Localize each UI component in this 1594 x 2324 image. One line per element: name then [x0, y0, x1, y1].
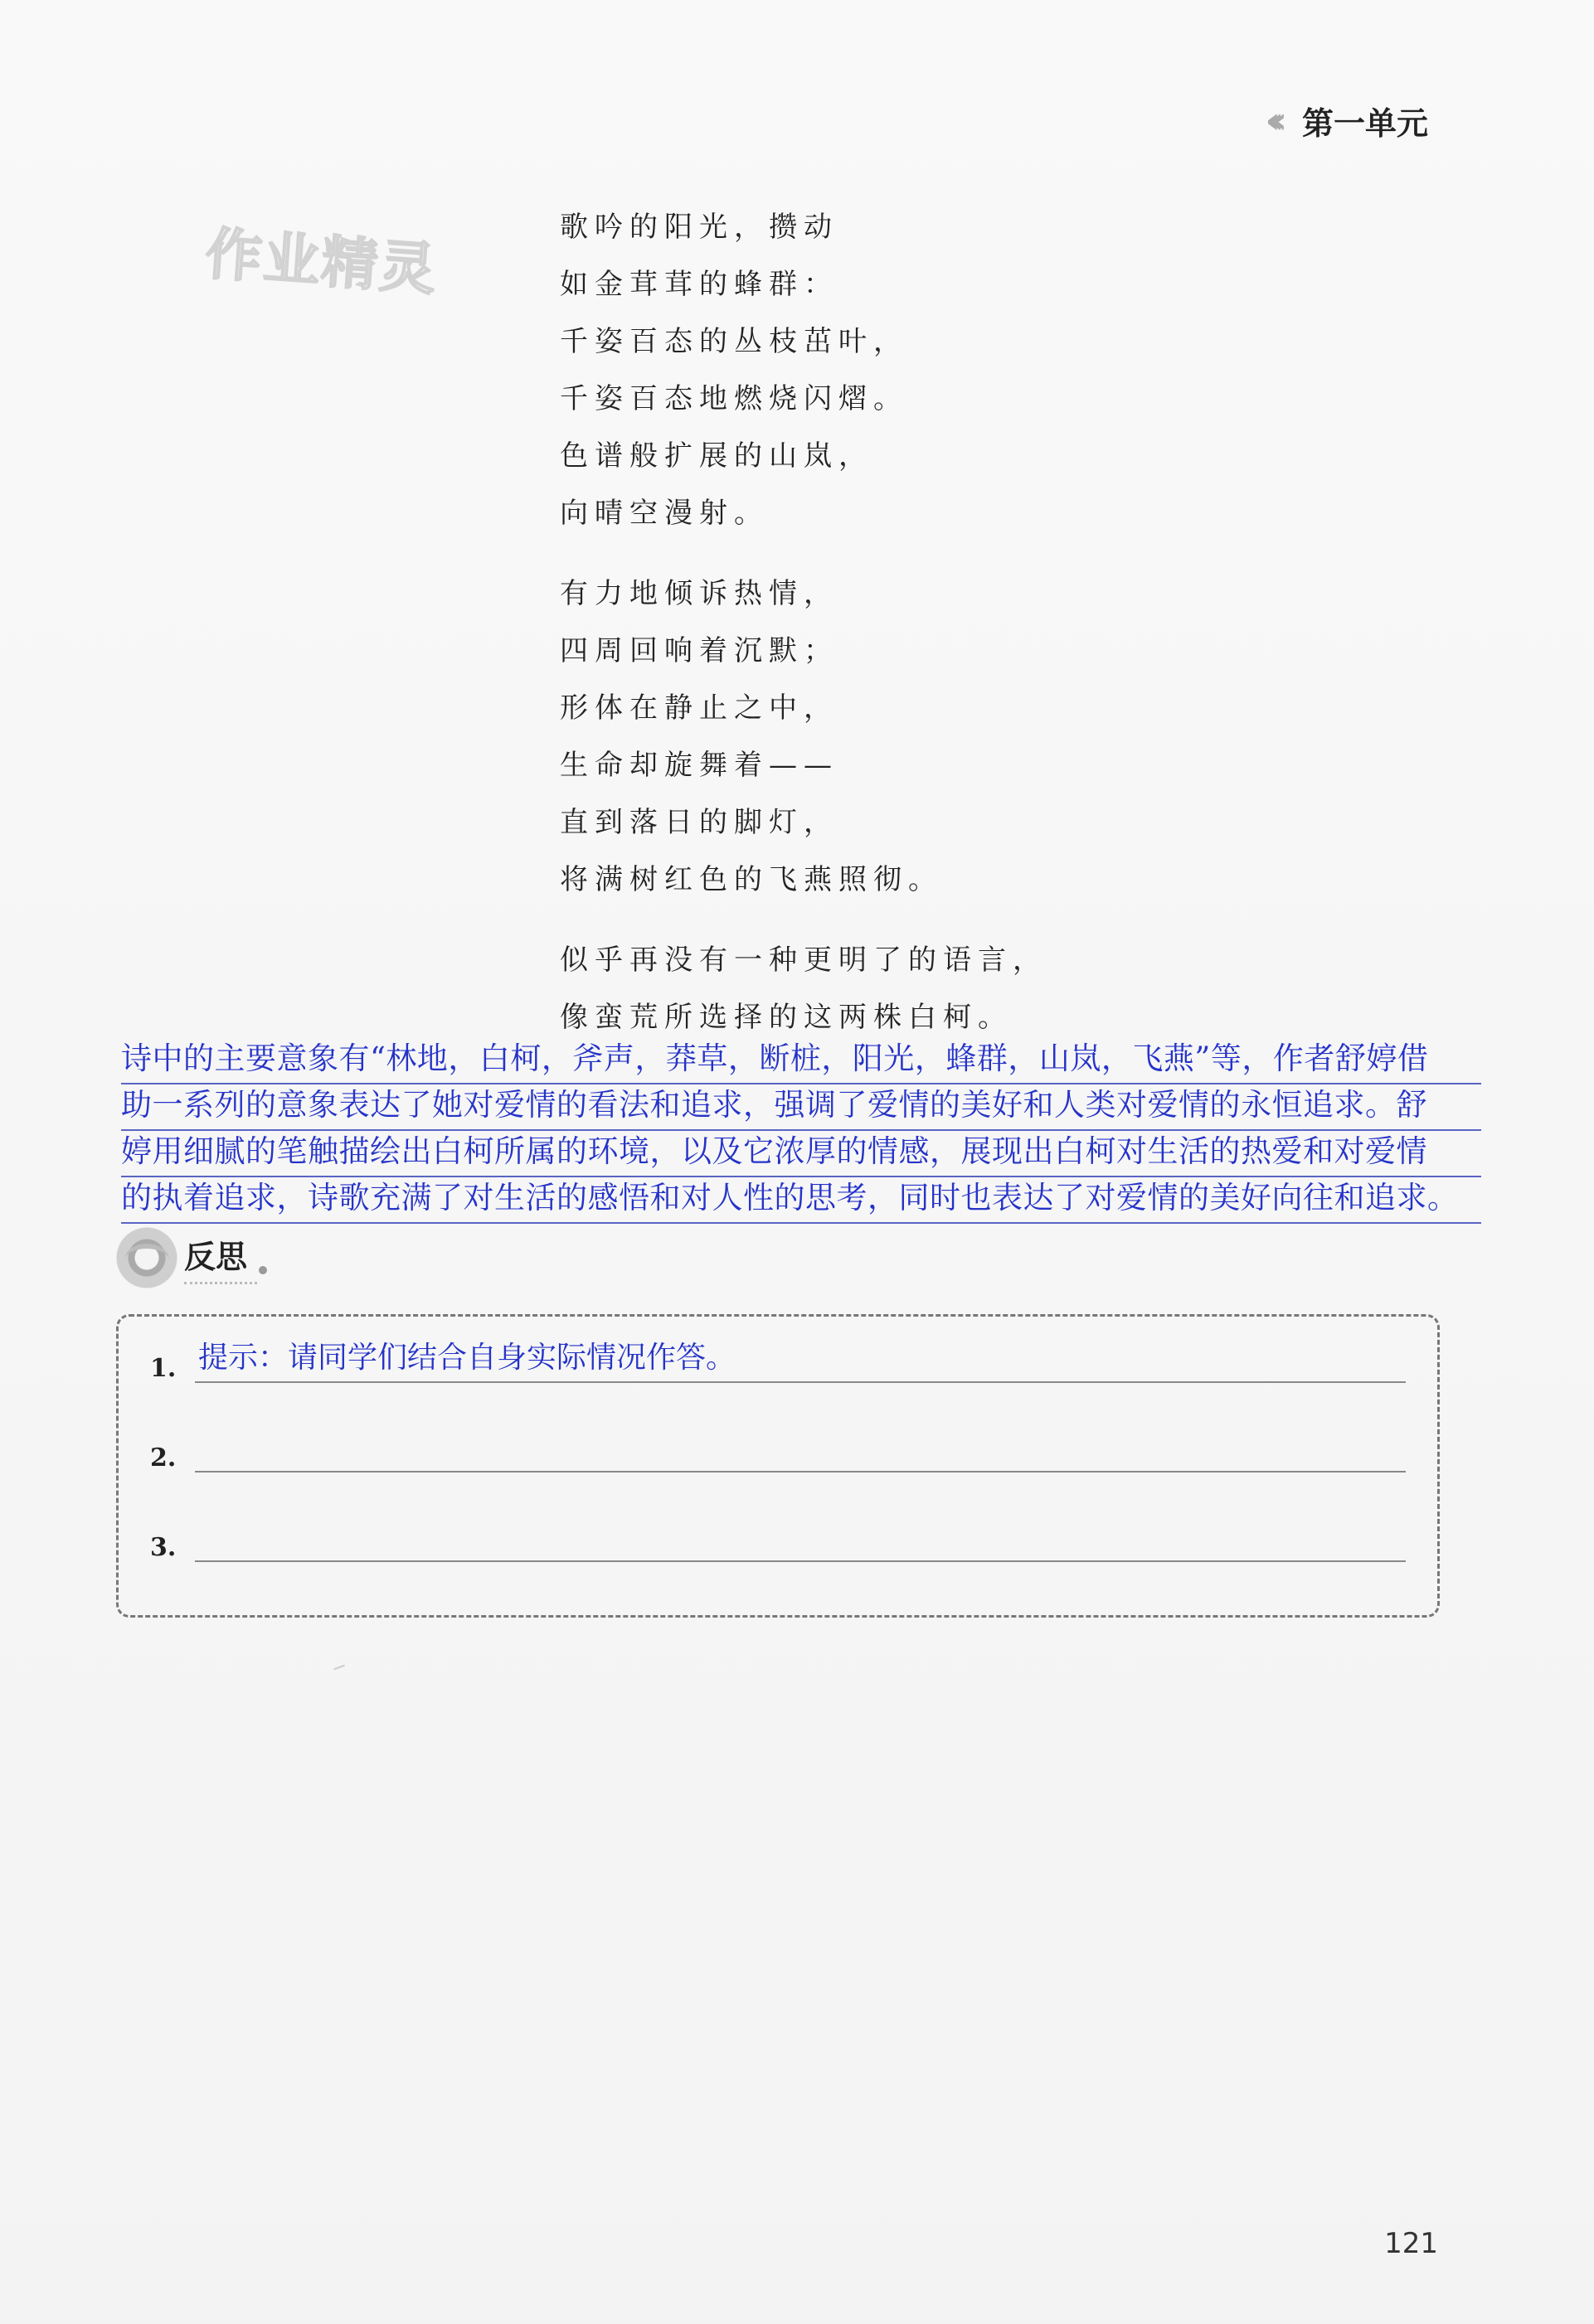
page-number: 121 — [1384, 2227, 1438, 2260]
poem-stanza — [560, 932, 1047, 1046]
item-number: 2. — [150, 1443, 177, 1473]
reflection-item — [150, 1431, 1406, 1473]
answer-field[interactable] — [195, 1342, 1406, 1383]
analysis-answer — [121, 1038, 1481, 1224]
poem-line: 有力地倾诉热情， — [560, 577, 838, 610]
answer-text: 提示：请同学们结合自身实际情况作答。 — [198, 1341, 736, 1375]
reflection-box — [116, 1314, 1440, 1618]
stray-mark — [333, 1665, 345, 1671]
item-number: 3. — [150, 1533, 177, 1562]
poem-line: 四周回响着沉默； — [560, 634, 838, 667]
poem-line: 色谱般扩展的山岚， — [560, 439, 873, 473]
reflection-heading — [116, 1227, 267, 1288]
watermark: 作业精灵 — [203, 221, 440, 303]
dot-icon — [259, 1266, 267, 1274]
answer-field[interactable] — [195, 1521, 1406, 1562]
reflection-item — [150, 1521, 1406, 1562]
answer-line: 的执着追求，诗歌充满了对生活的感悟和对人性的思考，同时也表达了对爱情的美好向往和追求。 — [121, 1177, 1481, 1224]
poem-line: 向晴空漫射。 — [560, 497, 769, 530]
poem-line: 直到落日的脚灯， — [560, 806, 838, 839]
poem-line: 生命却旋舞着—— — [560, 749, 838, 782]
poem-line: 歌吟的阳光，攒动 — [560, 211, 838, 244]
item-number: 1. — [150, 1354, 177, 1383]
reflection-icon — [116, 1227, 177, 1288]
answer-line: 助一系列的意象表达了她对爱情的看法和追求，强调了爱情的美好和人类对爱情的永恒追求。舒 — [121, 1084, 1481, 1131]
chevron-left-icon: ‹‹‹ — [1265, 99, 1276, 142]
poem-line: 如金茸茸的蜂群： — [560, 268, 838, 301]
poem-line: 像蛮荒所选择的这两株白柯。 — [560, 1001, 1013, 1034]
answer-field[interactable] — [195, 1431, 1406, 1473]
poem-line: 形体在静止之中， — [560, 691, 838, 725]
poem-stanza — [560, 565, 1047, 909]
poem — [560, 199, 1047, 1070]
poem-line: 将满树红色的飞燕照彻。 — [560, 863, 943, 896]
unit-header — [1266, 98, 1428, 143]
poem-line: 千姿百态地燃烧闪熠。 — [560, 382, 908, 415]
answer-line: 诗中的主要意象有“林地，白柯，斧声，莽草，断桩，阳光，蜂群，山岚，飞燕”等，作者舒婷借 — [121, 1038, 1481, 1084]
answer-line: 婷用细腻的笔触描绘出白柯所属的环境，以及它浓厚的情感，展现出白柯对生活的热爱和对爱情 — [121, 1131, 1481, 1177]
poem-line: 千姿百态的丛枝茁叶， — [560, 325, 908, 358]
reflection-title: 反思 — [184, 1231, 257, 1284]
reflection-item — [150, 1342, 1406, 1383]
poem-stanza — [560, 199, 1047, 542]
poem-line: 似乎再没有一种更明了的语言， — [560, 944, 1047, 977]
unit-title: 第一单元 — [1301, 105, 1428, 142]
